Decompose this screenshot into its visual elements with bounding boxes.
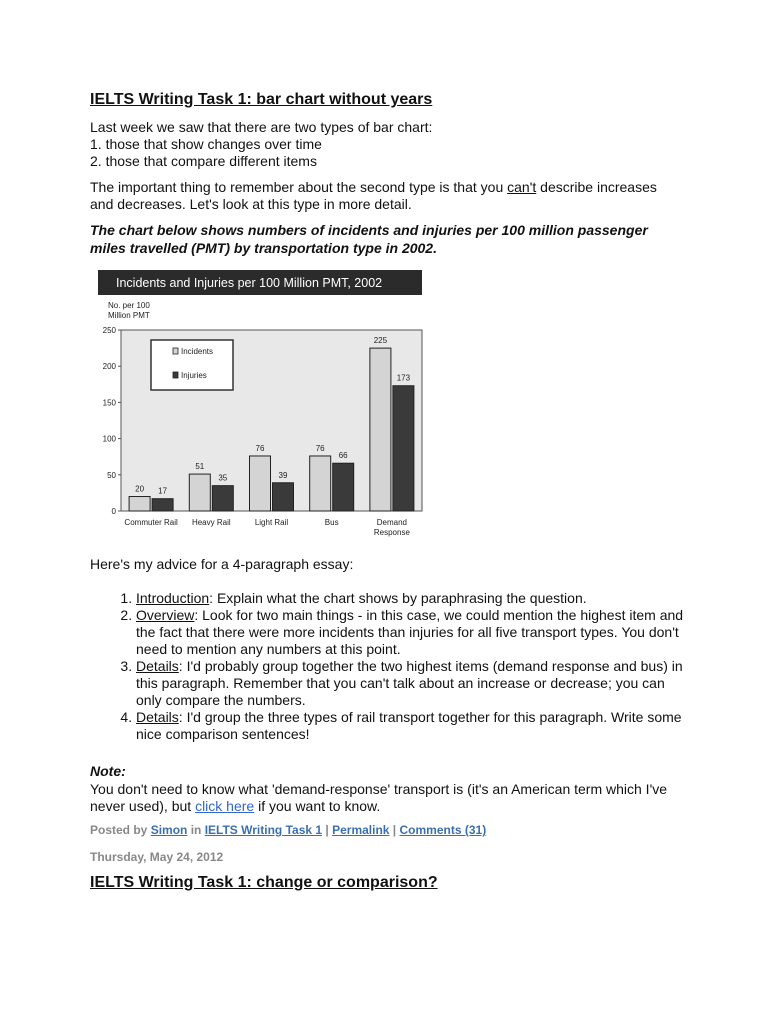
legend-swatch-injuries <box>173 372 178 378</box>
y-tick-label: 100 <box>102 434 116 444</box>
posted-by-label: Posted by <box>90 823 151 837</box>
click-here-link[interactable]: click here <box>195 798 255 814</box>
intro-text <box>90 119 680 170</box>
bar-injuries <box>273 483 294 511</box>
y-axis-label: No. per 100 <box>108 301 150 310</box>
bar-incidents <box>250 456 271 511</box>
list-term: Details <box>136 658 179 674</box>
list-text: : I'd group the three types of rail transport together for this paragraph. Write some nice comparison sentences! <box>136 709 682 742</box>
bar-incidents <box>310 456 331 511</box>
data-label: 20 <box>135 484 145 494</box>
bar-incidents <box>189 474 210 511</box>
comments-link[interactable]: Comments (31) <box>399 823 487 837</box>
list-item <box>136 607 684 658</box>
data-label: 225 <box>373 336 388 346</box>
x-tick-label: Commuter Rail <box>124 518 178 527</box>
permalink-link[interactable]: Permalink <box>332 823 390 837</box>
y-tick-label: 150 <box>102 398 116 408</box>
data-label: 173 <box>396 373 411 383</box>
y-axis-label: Million PMT <box>108 311 150 320</box>
x-tick-label: Light Rail <box>254 518 289 527</box>
legend-label-incidents: Incidents <box>181 347 214 356</box>
data-label: 76 <box>255 443 265 453</box>
intro-line: 2. those that compare different items <box>90 153 317 169</box>
bar-incidents <box>370 348 391 511</box>
separator: | <box>322 823 333 837</box>
author-link[interactable]: Simon <box>150 823 188 837</box>
legend-swatch-incidents <box>173 348 178 354</box>
cant-underlined: can't <box>507 179 537 195</box>
y-tick-label: 0 <box>111 507 116 516</box>
list-term: Overview <box>136 607 195 623</box>
important-text: The important thing to remember about the second type is that you <box>90 179 508 195</box>
note-heading: Note: <box>90 763 126 779</box>
category-link[interactable]: IELTS Writing Task 1 <box>204 823 323 837</box>
list-text: : Look for two main things - in this case, we could mention the highest item and the fact that there were more incidents than injuries for all five transport types. You don't need to mention any numbers at this point. <box>136 607 684 657</box>
post-title[interactable]: IELTS Writing Task 1: bar chart without years <box>90 91 433 108</box>
important-paragraph <box>90 179 680 213</box>
intro-line: 1. those that show changes over time <box>90 136 322 152</box>
list-item <box>136 590 684 607</box>
intro-line: Last week we saw that there are two types of bar chart: <box>90 119 433 135</box>
data-label: 39 <box>278 470 288 480</box>
important-text-end: describe increases and decreases. Let's look at this type in more detail. <box>90 179 657 212</box>
bar-chart <box>98 268 433 544</box>
post-title[interactable]: IELTS Writing Task 1: change or comparison? <box>90 874 438 891</box>
y-tick-label: 200 <box>102 362 116 372</box>
bar-injuries <box>152 499 173 511</box>
date-header: Thursday, May 24, 2012 <box>90 850 224 864</box>
y-tick-label: 250 <box>102 326 116 335</box>
in-label: in <box>187 823 205 837</box>
bar-injuries <box>333 463 354 511</box>
x-tick-label: Demand <box>376 518 408 527</box>
note-text: You don't need to know what 'demand-response' transport is (it's an American term which I've never used), but <box>90 781 668 814</box>
bar-injuries <box>393 386 414 511</box>
data-label: 35 <box>218 473 228 483</box>
list-text: : I'd probably group together the two highest items (demand response and bus) in this paragraph. Remember that you can't talk about an increase or decrease; you can only compare the numbers. <box>136 658 683 708</box>
data-label: 51 <box>195 462 205 472</box>
list-term: Details <box>136 709 179 725</box>
x-tick-label: Bus <box>324 518 339 527</box>
note-paragraph <box>90 781 680 815</box>
advice-list <box>90 590 684 743</box>
bar-incidents <box>129 497 150 511</box>
data-label: 76 <box>315 443 325 453</box>
bar-injuries <box>212 486 233 511</box>
legend-label-injuries: Injuries <box>181 371 207 380</box>
list-term: Introduction <box>136 590 210 606</box>
legend <box>151 340 233 390</box>
post-footer <box>90 823 486 837</box>
x-tick-label: Response <box>373 528 410 537</box>
y-tick-label: 50 <box>107 470 116 480</box>
note-text-end: if you want to know. <box>254 798 381 814</box>
list-text: : Explain what the chart shows by paraphrasing the question. <box>209 590 587 606</box>
data-label: 17 <box>158 486 168 496</box>
separator: | <box>389 823 400 837</box>
list-item <box>136 658 684 709</box>
list-item <box>136 709 684 743</box>
x-tick-label: Heavy Rail <box>191 518 231 527</box>
data-label: 66 <box>338 451 348 461</box>
chart-title: Incidents and Injuries per 100 Million PMT, 2002 <box>116 276 383 290</box>
advice-text: Here's my advice for a 4-paragraph essay: <box>90 556 354 572</box>
task-question: The chart below shows numbers of incidents and injuries per 100 million passenger miles travelled (PMT) by transportation type in 2002. <box>90 222 648 256</box>
